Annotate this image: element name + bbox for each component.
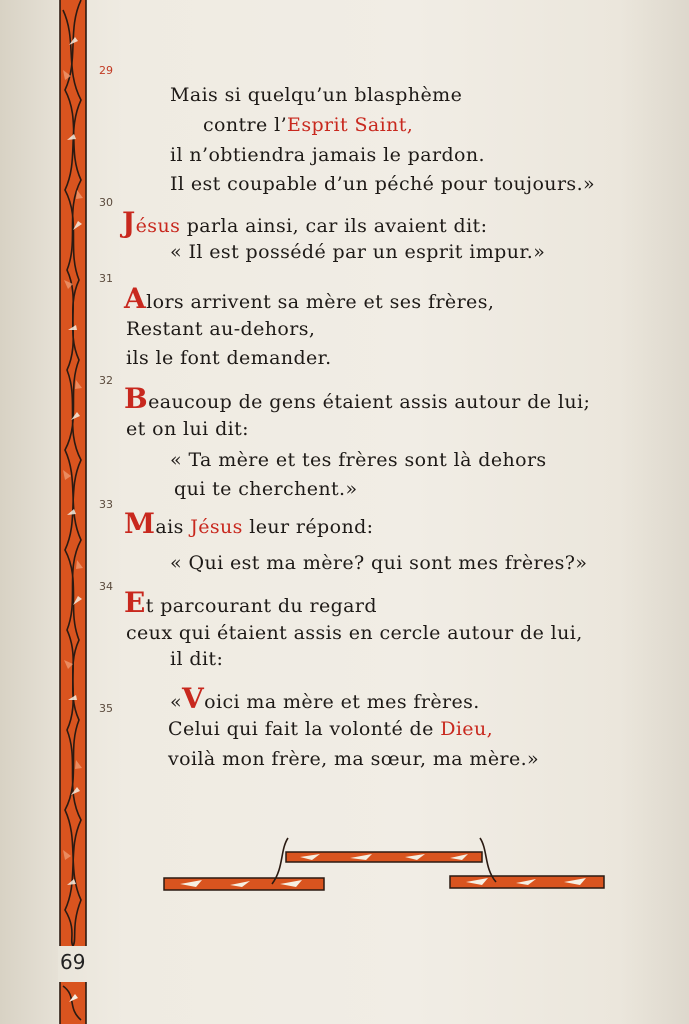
text-segment: « Il est possédé par un esprit impur.» xyxy=(170,241,546,263)
verse-number: 34 xyxy=(99,580,113,593)
page-shadow xyxy=(619,0,689,1024)
verse-line xyxy=(124,382,591,415)
text-segment: « Qui est ma mère? qui sont mes frères?» xyxy=(170,552,588,574)
text-segment: lors arrivent sa mère et ses frères, xyxy=(146,291,495,313)
rubric-word: ésus xyxy=(135,215,181,237)
verse-number: 31 xyxy=(99,272,113,285)
verse-line xyxy=(124,586,377,619)
text-segment: contre l’ xyxy=(203,114,288,136)
decorative-ornament xyxy=(160,830,610,900)
text-segment: il dit: xyxy=(170,648,224,670)
drop-initial: A xyxy=(124,282,147,315)
rubric-word: Jésus xyxy=(190,516,243,538)
verse-line xyxy=(170,241,545,263)
text-segment: t parcourant du regard xyxy=(145,595,377,617)
verse-line xyxy=(170,173,595,195)
text-segment: ceux qui étaient assis en cercle autour de lui, xyxy=(126,622,583,644)
drop-initial: M xyxy=(124,507,156,540)
text-segment: « xyxy=(170,691,183,713)
drop-initial: V xyxy=(182,682,205,715)
text-segment: Restant au-dehors, xyxy=(126,318,316,340)
text-segment: Celui qui fait la volonté de xyxy=(168,718,441,740)
verse-line xyxy=(174,478,358,500)
verse-line xyxy=(170,84,462,106)
text-segment: et on lui dit: xyxy=(126,418,249,440)
text-segment: ais xyxy=(155,516,191,538)
verse-line xyxy=(168,748,539,770)
text-segment: « Ta mère et tes frères sont là dehors xyxy=(170,449,547,471)
verse-line xyxy=(126,318,315,340)
verse-number: 30 xyxy=(99,196,113,209)
rubric-word: Dieu, xyxy=(440,718,494,740)
verse-line xyxy=(168,718,493,740)
text-segment: leur répond: xyxy=(242,516,374,538)
verse-line xyxy=(122,206,488,239)
text-segment: il n’obtiendra jamais le pardon. xyxy=(170,144,485,166)
verse-line xyxy=(170,449,547,471)
verse-line xyxy=(126,418,249,440)
verse-line xyxy=(124,282,495,315)
text-segment: parla ainsi, car ils avaient dit: xyxy=(180,215,488,237)
text-segment: ils le font demander. xyxy=(126,347,332,369)
verse-line xyxy=(126,347,332,369)
page-number: 69 xyxy=(60,950,86,974)
verse-line xyxy=(124,507,374,540)
verse-line xyxy=(170,144,485,166)
decorative-border-fragment xyxy=(59,982,87,1024)
verse-number: 29 xyxy=(99,64,113,77)
text-segment: qui te cherchent.» xyxy=(174,478,358,500)
verse-line xyxy=(170,552,587,574)
verse-number: 32 xyxy=(99,374,113,387)
verse-number: 33 xyxy=(99,498,113,511)
verse-line xyxy=(170,682,480,715)
verse-line xyxy=(203,114,413,136)
page-fold xyxy=(0,0,58,1024)
text-segment: oici ma mère et mes frères. xyxy=(204,691,480,713)
text-segment: eaucoup de gens étaient assis autour de lui; xyxy=(148,391,591,413)
drop-initial: B xyxy=(124,382,149,415)
text-segment: voilà mon frère, ma sœur, ma mère.» xyxy=(168,748,540,770)
drop-initial: E xyxy=(124,586,146,619)
verse-line xyxy=(170,648,223,670)
text-segment: Mais si quelqu’un blasphème xyxy=(170,84,463,106)
rubric-word: Esprit Saint, xyxy=(287,114,414,136)
text-segment: Il est coupable d’un péché pour toujours.» xyxy=(170,173,596,195)
verse-line xyxy=(126,622,583,644)
verse-number: 35 xyxy=(99,702,113,715)
drop-initial: J xyxy=(122,206,136,239)
decorative-vertical-border xyxy=(59,0,87,946)
